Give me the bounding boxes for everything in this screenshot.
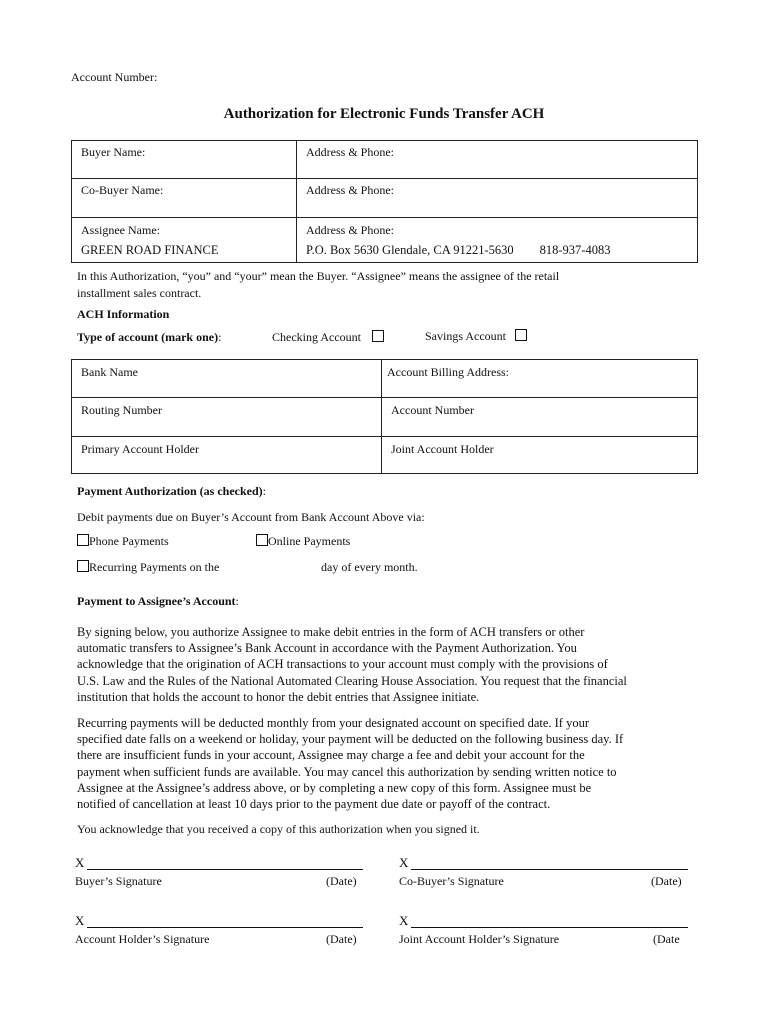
assignee-name-value: GREEN ROAD FINANCE bbox=[81, 243, 219, 257]
paragraph-line: there are insufficient funds in your account, Assignee may charge a fee and debit your account for the bbox=[77, 748, 585, 763]
routing-number-label: Routing Number bbox=[81, 403, 162, 417]
payment-authorization-heading: Payment Authorization (as checked) bbox=[77, 484, 263, 498]
paragraph-line: notified of cancellation at least 10 days prior to the payment due date or payoff of the contract. bbox=[77, 797, 551, 812]
bank-table bbox=[71, 359, 698, 474]
paragraph-line: payment when sufficient funds are available. You may cancel this authorization by sending written notice to bbox=[77, 764, 617, 779]
paragraph-line: Recurring payments will be deducted monthly from your designated account on specified date. If your bbox=[77, 716, 589, 730]
definition-text-line1: In this Authorization, “you” and “your” mean the Buyer. “Assignee” means the assignee of the retail bbox=[77, 269, 560, 283]
cobuyer-name-cell[interactable] bbox=[72, 179, 297, 218]
buyer-address-label: Address & Phone: bbox=[306, 145, 394, 159]
primary-holder-label: Primary Account Holder bbox=[81, 442, 199, 456]
savings-account-label: Savings Account bbox=[425, 329, 506, 343]
account-type-row bbox=[77, 330, 221, 344]
joint-holder-signature-line[interactable] bbox=[411, 927, 688, 928]
savings-account-option[interactable] bbox=[425, 329, 527, 343]
payment-authorization-heading-row bbox=[77, 484, 266, 498]
account-number-label: Account Number: bbox=[71, 70, 158, 84]
account-holder-signature-label: Account Holder’s Signature bbox=[75, 932, 210, 946]
x-mark: X bbox=[75, 855, 85, 870]
buyer-signature-label: Buyer’s Signature bbox=[75, 874, 162, 888]
checking-account-label: Checking Account bbox=[272, 330, 361, 344]
account-holder-signature-line[interactable] bbox=[87, 927, 363, 928]
paragraph-line: specified date falls on a weekend or holiday, your payment will be deducted on the following business day. If bbox=[77, 732, 624, 747]
savings-account-checkbox[interactable] bbox=[515, 329, 527, 341]
online-payments-option[interactable] bbox=[256, 534, 350, 548]
account-number-cell[interactable] bbox=[382, 398, 698, 437]
cobuyer-name-label: Co-Buyer Name: bbox=[81, 183, 164, 197]
phone-payments-option[interactable] bbox=[77, 534, 169, 548]
definition-text-line2: installment sales contract. bbox=[77, 286, 202, 300]
assignee-name-cell bbox=[72, 218, 297, 263]
billing-address-cell[interactable] bbox=[382, 360, 698, 398]
paragraph-line: institution that holds the account to honor the debit entries that Assignee initiate. bbox=[77, 689, 480, 704]
x-mark: X bbox=[399, 855, 409, 870]
recurring-payments-option[interactable] bbox=[77, 560, 219, 574]
authorization-paragraph bbox=[77, 624, 689, 705]
cobuyer-address-label: Address & Phone: bbox=[306, 183, 394, 197]
cobuyer-date-label: (Date) bbox=[651, 874, 682, 888]
routing-number-cell[interactable] bbox=[72, 398, 382, 437]
payment-authorization-colon: : bbox=[262, 484, 266, 498]
parties-table bbox=[71, 140, 698, 263]
joint-holder-cell[interactable] bbox=[382, 437, 698, 474]
paragraph-line: Assignee at the Assignee’s address above, or by completing a new copy of this form. Assignee must be bbox=[77, 780, 592, 795]
buyer-address-cell[interactable] bbox=[297, 141, 698, 179]
paragraph-line: U.S. Law and the Rules of the National Automated Clearing House Association. You request that the financial bbox=[77, 673, 627, 688]
buyer-signature-line[interactable] bbox=[87, 869, 363, 870]
acknowledgement-text: You acknowledge that you received a copy of this authorization when you signed it. bbox=[77, 822, 480, 836]
assignee-name-label: Assignee Name: bbox=[81, 223, 160, 237]
phone-payments-checkbox[interactable] bbox=[77, 534, 89, 546]
x-mark: X bbox=[75, 913, 85, 928]
checking-account-option[interactable] bbox=[272, 330, 384, 344]
account-type-label: Type of account (mark one) bbox=[77, 330, 219, 344]
bank-name-label: Bank Name bbox=[81, 365, 138, 379]
payment-to-assignee-heading: Payment to Assignee’s Account bbox=[77, 594, 236, 608]
online-payments-label: Online Payments bbox=[268, 534, 351, 548]
joint-holder-label: Joint Account Holder bbox=[391, 442, 494, 456]
paragraph-line: automatic transfers to Assignee’s Bank Account in accordance with the Payment Authorization. You bbox=[77, 641, 577, 656]
document-title: Authorization for Electronic Funds Transfer ACH bbox=[223, 106, 545, 122]
cobuyer-signature-label: Co-Buyer’s Signature bbox=[399, 874, 504, 888]
assignee-phone-value: 818-937-4083 bbox=[539, 243, 611, 257]
cobuyer-address-cell[interactable] bbox=[297, 179, 698, 218]
recurring-day-suffix: day of every month. bbox=[321, 560, 418, 574]
payment-to-assignee-colon: : bbox=[235, 594, 239, 608]
online-payments-checkbox[interactable] bbox=[256, 534, 268, 546]
recurring-payments-paragraph bbox=[77, 715, 689, 812]
assignee-address-cell bbox=[297, 218, 698, 263]
cobuyer-signature-line[interactable] bbox=[411, 869, 688, 870]
paragraph-line: By signing below, you authorize Assignee to make debit entries in the form of ACH transfers or other bbox=[77, 625, 585, 639]
joint-holder-date-label: (Date bbox=[653, 932, 680, 946]
assignee-address-label: Address & Phone: bbox=[306, 223, 394, 237]
buyer-name-cell[interactable] bbox=[72, 141, 297, 179]
primary-holder-cell[interactable] bbox=[72, 437, 382, 474]
buyer-date-label: (Date) bbox=[326, 874, 357, 888]
payment-authorization-intro: Debit payments due on Buyer’s Account from Bank Account Above via: bbox=[77, 510, 425, 524]
bank-name-cell[interactable] bbox=[72, 360, 382, 398]
account-type-colon: : bbox=[218, 330, 222, 344]
recurring-payments-label: Recurring Payments on the bbox=[89, 560, 220, 574]
billing-address-label: Account Billing Address: bbox=[387, 365, 509, 379]
x-mark: X bbox=[399, 913, 409, 928]
assignee-address-value: P.O. Box 5630 Glendale, CA 91221-5630 bbox=[306, 243, 514, 257]
checking-account-checkbox[interactable] bbox=[372, 330, 384, 342]
buyer-name-label: Buyer Name: bbox=[81, 145, 146, 159]
account-number-field-label: Account Number bbox=[391, 403, 474, 417]
paragraph-line: acknowledge that the origination of ACH transactions to your account must comply with the provisions of bbox=[77, 657, 608, 672]
ach-information-heading: ACH Information bbox=[77, 307, 170, 321]
recurring-payments-checkbox[interactable] bbox=[77, 560, 89, 572]
payment-to-assignee-heading-row bbox=[77, 594, 239, 608]
joint-holder-signature-label: Joint Account Holder’s Signature bbox=[399, 932, 560, 946]
account-holder-date-label: (Date) bbox=[326, 932, 357, 946]
phone-payments-label: Phone Payments bbox=[89, 534, 169, 548]
